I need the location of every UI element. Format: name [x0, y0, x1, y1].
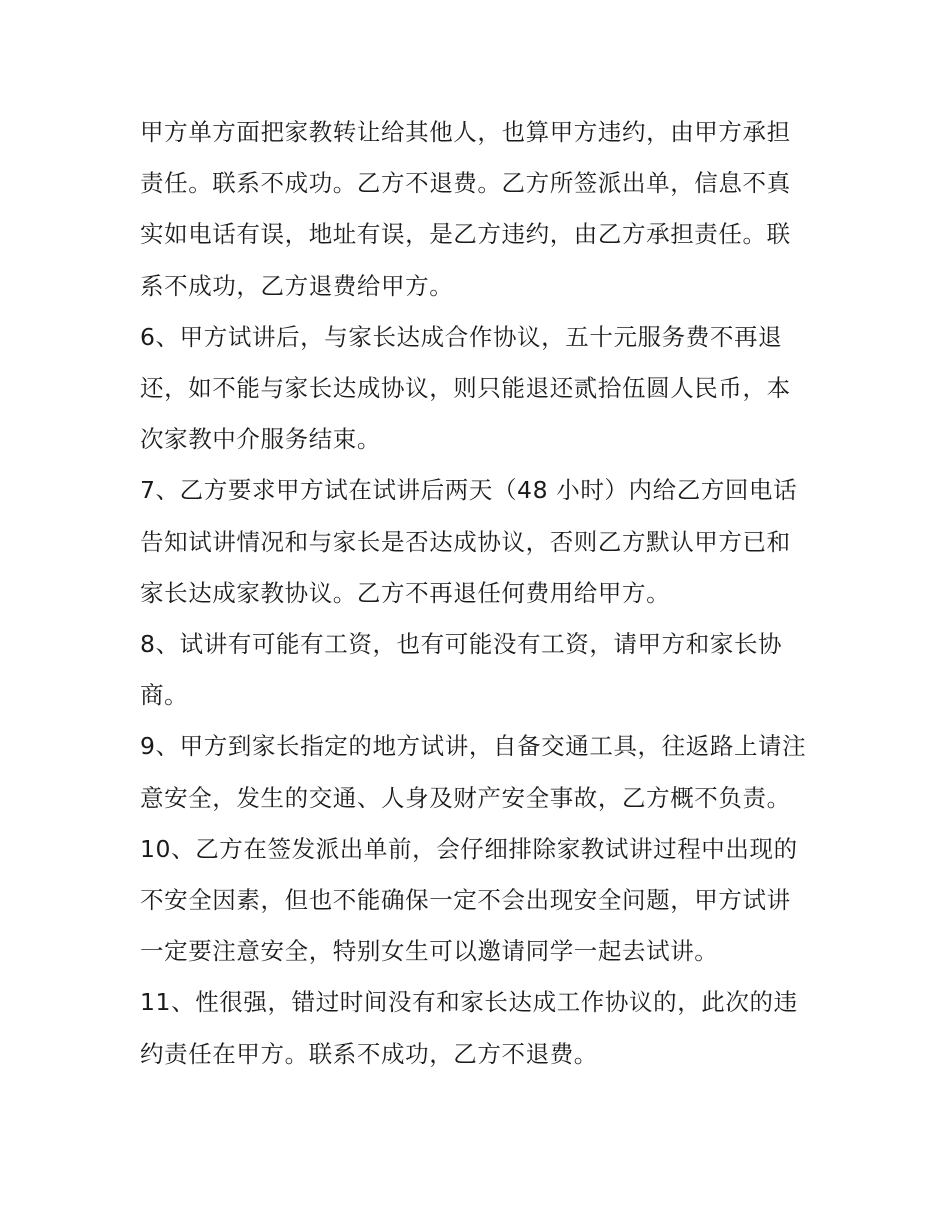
paragraph-clause-9: 9、甲方到家长指定的地方试讲，自备交通工具，往返路上请注意安全，发生的交通、人身及财产安全事故，乙方概不负责。	[140, 732, 807, 812]
paragraph-clause-8: 8、试讲有可能有工资，也有可能没有工资，请甲方和家长协商。	[140, 630, 783, 710]
paragraph-clause-6: 6、甲方试讲后，与家长达成合作协议，五十元服务费不再退还，如不能与家长达成协议，则只能退还贰拾伍圆人民币，本次家教中介服务结束。	[140, 322, 791, 454]
paragraph-clause-11: 11、性很强，错过时间没有和家长达成工作协议的，此次的违约责任在甲方。联系不成功，乙方不退费。	[140, 988, 798, 1068]
paragraph-clause-10: 10、乙方在签发派出单前，会仔细排除家教试讲过程中出现的不安全因素，但也不能确保一定不会出现安全问题，甲方试讲一定要注意安全，特别女生可以邀请同学一起去试讲。	[140, 834, 798, 966]
paragraph-clause-7: 7、乙方要求甲方试在试讲后两天（48 小时）内给乙方回电话告知试讲情况和与家长是否达成协议，否则乙方默认甲方已和家长达成家教协议。乙方不再退任何费用给甲方。	[140, 476, 798, 607]
paragraph-continuation: 甲方单方面把家教转让给其他人，也算甲方违约，由甲方承担责任。联系不成功。乙方不退费。乙方所签派出单，信息不真实如电话有误，地址有误，是乙方违约，由乙方承担责任。联系不成功，乙方退费给甲方。	[140, 118, 791, 300]
document-body	[140, 107, 812, 1080]
